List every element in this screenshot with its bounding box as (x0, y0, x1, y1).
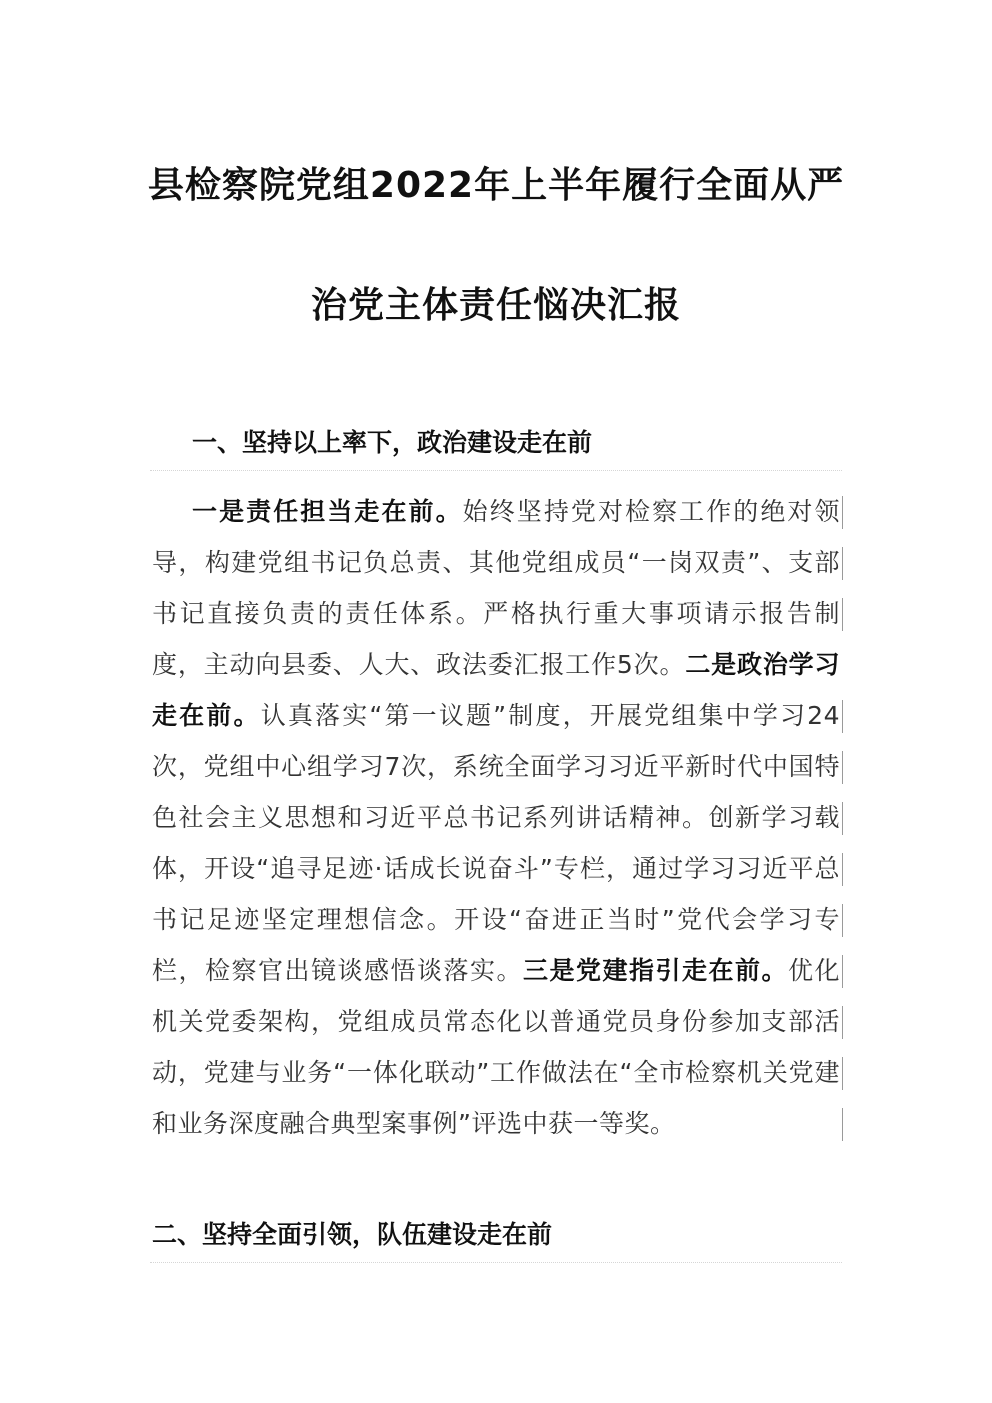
point-1-lead: 一是责任担当走在前。 (192, 497, 463, 526)
margin-bar (842, 802, 843, 835)
point-3-lead: 三是党建指引走在前。 (522, 956, 788, 985)
margin-bar (842, 1006, 843, 1039)
margin-bar (842, 496, 843, 529)
point-1-text: 始终坚持党对检察工作的绝对领导，构建党组书记负总责、其他党组成员“一岗双责”、支部书记直接负责的责任体系。严格执行重大事项请示报告制度，主动向县委、人大、政法委汇报工作5次。 (152, 497, 840, 679)
document-title-line-2: 治党主体责任悩决汇报 (310, 285, 681, 326)
margin-bar (842, 1108, 843, 1141)
section-1-divider (150, 470, 842, 471)
margin-bar (842, 700, 843, 733)
margin-bar (842, 547, 843, 580)
margin-bar (842, 598, 843, 631)
point-2-lead: 二是政治学习走在前。 (152, 650, 840, 730)
margin-bar (842, 904, 843, 937)
section-1-heading: 一、坚持以上率下，政治建设走在前 (192, 428, 593, 457)
margin-bar (842, 955, 843, 988)
section-1-body (152, 486, 840, 1149)
section-2-divider (150, 1262, 842, 1263)
document-title-line-1: 县检察院党组2022年上半年履行全面从严 (147, 165, 845, 206)
margin-bar (842, 1057, 843, 1090)
margin-bar (842, 751, 843, 784)
section-2-heading: 二、坚持全面引领，队伍建设走在前 (152, 1220, 553, 1249)
point-2-text: 认真落实“第一议题”制度，开展党组集中学习24次，党组中心组学习7次，系统全面学习习近平新时代中国特色社会主义思想和习近平总书记系列讲话精神。创新学习载体，开设“追寻足迹·话成长说奋斗”专栏，通过学习习近平总书记足迹坚定理想信念。开设“奋进正当时”党代会学习专栏，检察官出镜谈感悟谈落实。 (152, 701, 840, 985)
margin-bar (842, 853, 843, 886)
point-3-text: 优化机关党委架构，党组成员常态化以普通党员身份参加支部活动，党建与业务“一体化联动”工作做法在“全市检察机关党建和业务深度融合典型案事例”评选中获一等奖。 (152, 956, 840, 1138)
